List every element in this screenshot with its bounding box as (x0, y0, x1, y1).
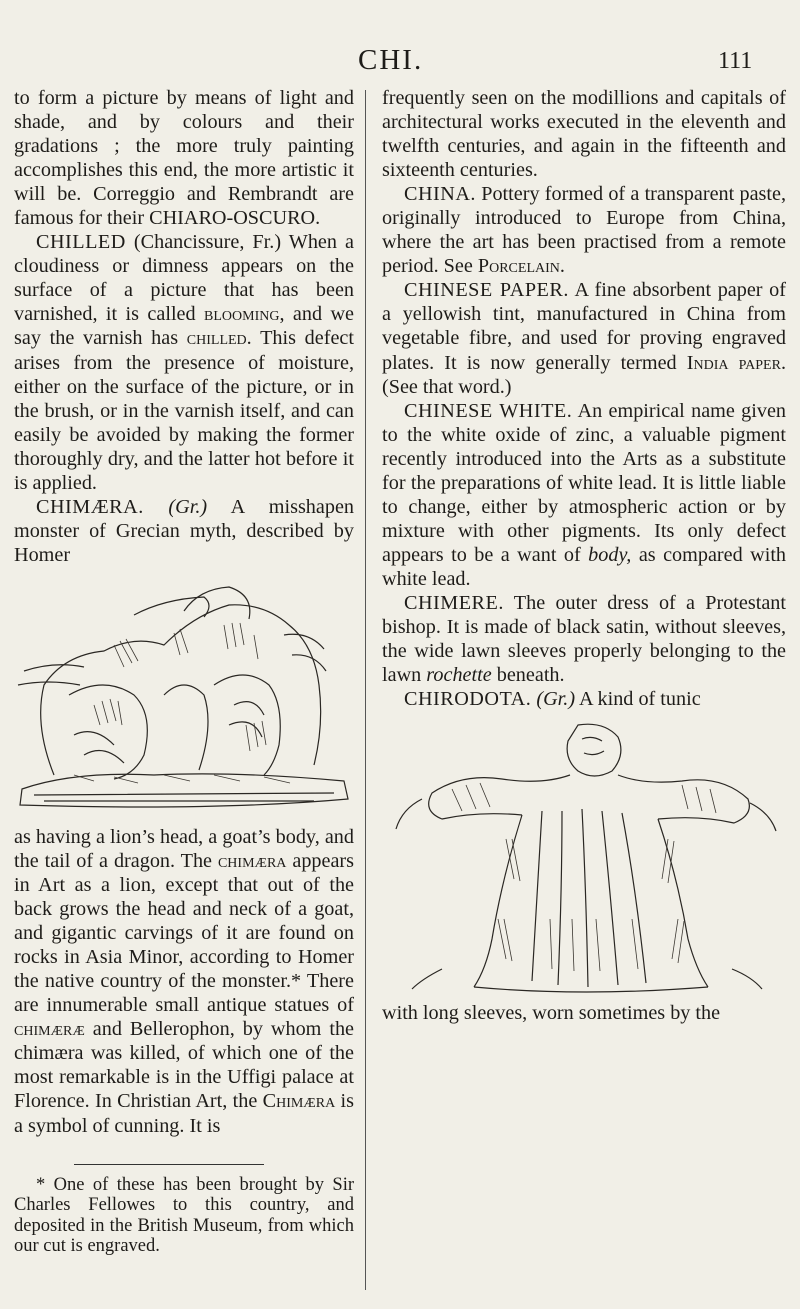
chirodota-engraving (382, 719, 786, 995)
entry-term: CHIMERE. (404, 591, 504, 614)
entry-chirodota-continued: with long sleeves, worn sometimes by the (382, 1002, 721, 1025)
footnote: * One of these has been brought by Sir Charles Fellowes to this country, and deposited in the British Museum, from which our cut is engraved. (14, 1174, 354, 1257)
footnote-rule (74, 1164, 264, 1165)
entry-gloss: (Gr.) (168, 495, 208, 518)
chirodota-illustration (382, 719, 786, 995)
paragraph-continued: to form a picture by means of light and shade, and by colours and their gradations ; the more truly painting accomplishes this end, the more artistic it will be. Correggio and Rembrandt are famous for their CHIARO-OSCURO. (14, 87, 354, 230)
entry-chimaera-continued: as having a lion’s head, a goat’s body, and the tail of a dragon. The chimæra appears in Art as a lion, except that out of the back grows the head and neck of a goat, and gigantic carvings of it are found on rocks in Asia Minor, according to Homer the native country of the monster.* There are innumerable small antique statues of chimæræ and Bellerophon, by whom the chimæra was killed, of which one of the most remarkable is in the Uffigi palace at Florence. In Christian Art, the Chimæra is a symbol of cunning. It is (14, 825, 355, 1137)
running-head-title: CHI. (358, 44, 424, 76)
cross-reference: India paper. (686, 351, 786, 374)
entry-term: CHINESE PAPER. (404, 279, 569, 302)
paragraph-continued: frequently seen on the modillions and capitals of architectural works executed in the eleventh and twelfth centuries, and again in the fifteenth and sixteenth centuries. (382, 87, 786, 182)
entry-chirodota: CHIRODOTA. (Gr.) A kind of tunic (404, 688, 701, 711)
entry-term: CHINA. (404, 183, 476, 206)
entry-gloss: (Gr.) (536, 688, 576, 711)
entry-chimaera: CHIMÆRA. (Gr.) A misshapen monster of Grecian myth, described by Homer (14, 495, 355, 566)
left-column (14, 86, 354, 1257)
entry-term: CHINESE WHITE. (404, 399, 573, 422)
page-number: 111 (718, 48, 753, 74)
cross-reference: Porcelain. (477, 255, 565, 278)
entry-chinese-paper: CHINESE PAPER. A fine absorbent paper of a yellowish tint, manufactured in China from vegetable fibre, and used for proving engraved plates. It is now generally termed India paper. (See that word.) (382, 279, 786, 398)
cross-reference: CHIARO-OSCURO. (149, 207, 321, 230)
running-head (0, 44, 800, 84)
entry-term: CHIMÆRA. (36, 495, 144, 518)
entry-chimere: CHIMERE. The outer dress of a Protestant bishop. It is made of black satin, without sleeves, the wide lawn sleeves properly belonging to the lawn rochette beneath. (382, 591, 786, 687)
chimaera-engraving (14, 575, 354, 819)
entry-term: CHILLED (36, 231, 126, 254)
entry-term: CHIRODOTA. (404, 688, 532, 711)
column-divider (365, 90, 366, 1290)
right-column (382, 86, 786, 1025)
entry-gloss: (Chancissure, Fr.) (133, 231, 282, 254)
chimaera-illustration (14, 575, 354, 819)
entry-chilled: CHILLED (Chancissure, Fr.) When a cloudiness or dimness appears on the surface of a picture that has been varnished, it is called blooming, and we say the varnish has chilled. This defect arises from the presence of moisture, either on the surface of the picture, or in the brush, or in the varnish itself, and can easily be avoided by making the former thoroughly dry, and the latter hot before it is applied. (14, 231, 355, 494)
entry-chinese-white: CHINESE WHITE. An empirical name given to the white oxide of zinc, a valuable pigment recently introduced into the Arts as a substitute for the preparations of white lead. It is little liable to change, either by atmospheric action or by mixture with other pigments. Its only defect appears to be a want of body, as compared with white lead. (382, 399, 787, 590)
entry-china: CHINA. Pottery formed of a transparent paste, originally introduced to Europe from China, where the art has been practised from a remote period. See Porcelain. (382, 183, 787, 278)
